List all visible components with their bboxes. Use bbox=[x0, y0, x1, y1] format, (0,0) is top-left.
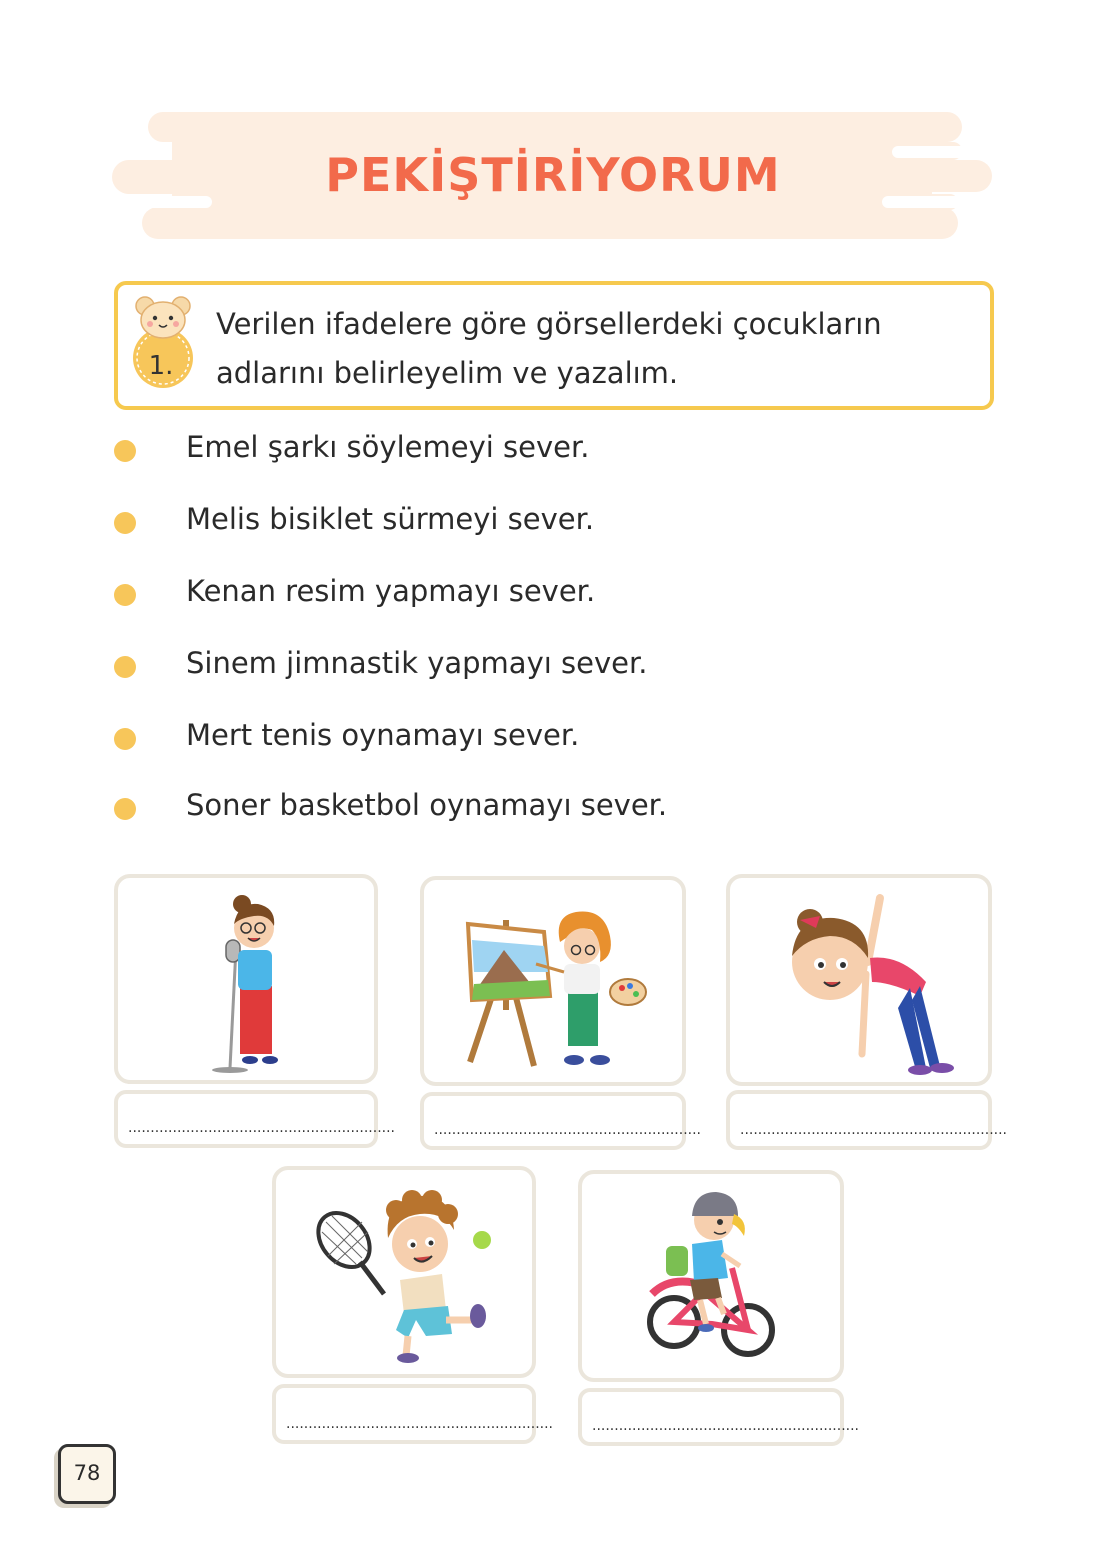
statement-text: Mert tenis oynamayı sever. bbox=[186, 718, 580, 752]
singing-girl-illustration bbox=[118, 878, 374, 1080]
statement-item bbox=[0, 430, 700, 470]
bullet-icon bbox=[114, 440, 136, 462]
answer-field[interactable] bbox=[726, 1090, 1008, 1150]
statement-text: Soner basketbol oynamayı sever. bbox=[186, 788, 668, 822]
statement-text: Sinem jimnastik yapmayı sever. bbox=[186, 646, 648, 680]
answer-dotted-line: ............................................................ bbox=[286, 1416, 554, 1432]
statement-item bbox=[0, 502, 700, 542]
task-text-line-2: adlarını belirleyelim ve yazalım. bbox=[216, 356, 679, 390]
stretching-girl-illustration bbox=[730, 878, 988, 1082]
answer-dotted-line: ............................................................ bbox=[434, 1122, 702, 1138]
bullet-icon bbox=[114, 584, 136, 606]
statement-item bbox=[0, 646, 700, 686]
hamster-mascot-icon bbox=[128, 294, 198, 394]
task-text-line-1: Verilen ifadelere göre görsellerdeki çocukların bbox=[216, 307, 882, 341]
task-number: 1. bbox=[148, 351, 174, 381]
task-instruction-text bbox=[216, 300, 882, 398]
picture-card-cycling bbox=[578, 1170, 844, 1382]
statement-text: Kenan resim yapmayı sever. bbox=[186, 574, 596, 608]
bullet-icon bbox=[114, 728, 136, 750]
bullet-icon bbox=[114, 656, 136, 678]
answer-dotted-line: ............................................................ bbox=[592, 1418, 860, 1434]
cycling-girl-illustration bbox=[582, 1174, 840, 1378]
answer-field[interactable] bbox=[114, 1090, 396, 1148]
bullet-icon bbox=[114, 512, 136, 534]
answer-dotted-line: ............................................................ bbox=[128, 1120, 396, 1136]
painting-child-illustration bbox=[424, 880, 682, 1082]
answer-field[interactable] bbox=[578, 1388, 860, 1446]
picture-card-singing bbox=[114, 874, 378, 1084]
page-number-badge bbox=[58, 1444, 116, 1504]
statement-text: Emel şarkı söylemeyi sever. bbox=[186, 430, 590, 464]
statement-text: Melis bisiklet sürmeyi sever. bbox=[186, 502, 595, 536]
answer-dotted-line: ............................................................ bbox=[740, 1122, 1008, 1138]
answer-field[interactable] bbox=[420, 1092, 702, 1150]
page-number: 78 bbox=[73, 1461, 101, 1485]
page-title: PEKİŞTİRİYORUM bbox=[325, 148, 781, 202]
answer-field[interactable] bbox=[272, 1384, 554, 1444]
statement-item bbox=[0, 718, 700, 758]
bullet-icon bbox=[114, 798, 136, 820]
picture-card-painting bbox=[420, 876, 686, 1086]
statement-item bbox=[0, 788, 700, 828]
picture-card-tennis bbox=[272, 1166, 536, 1378]
picture-card-stretching bbox=[726, 874, 992, 1086]
tennis-boy-illustration bbox=[276, 1170, 532, 1374]
statement-item bbox=[0, 574, 700, 614]
